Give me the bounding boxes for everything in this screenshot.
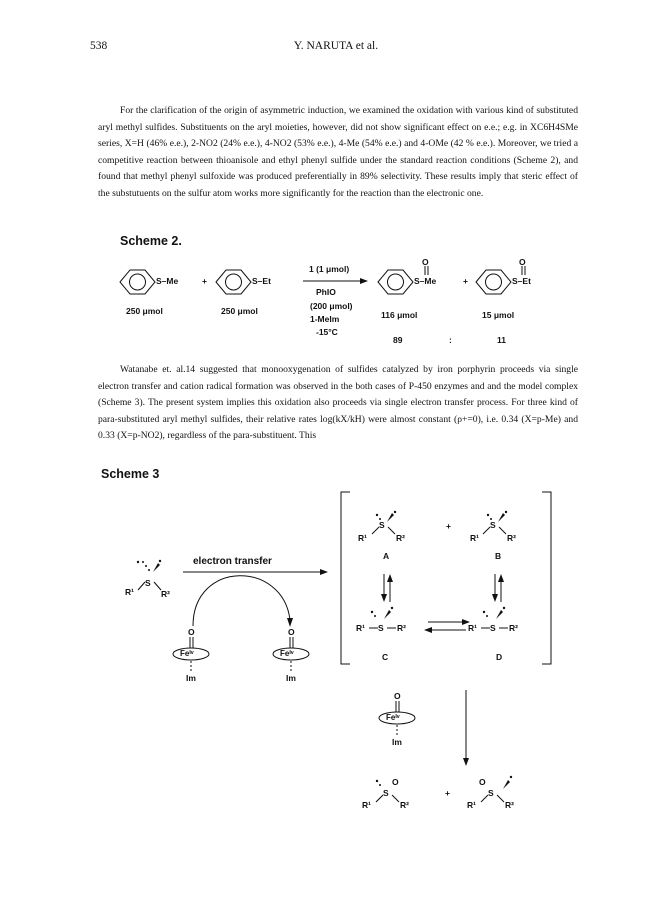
plus-sign: + (445, 788, 450, 798)
left-bracket-icon (341, 492, 350, 664)
temperature-condition: -15°C (316, 327, 338, 337)
sulfur-atom: S (379, 520, 385, 530)
r2-group: R² (397, 623, 406, 633)
species-label-d: D (496, 652, 503, 662)
r1-group: R¹ (125, 587, 134, 597)
reactant-2-group: S–Et (252, 276, 271, 286)
right-bracket-icon (542, 492, 551, 664)
plus-sign: + (446, 521, 451, 531)
fe-right-label: Feᴵᵛ (280, 649, 294, 658)
product-1-amount: 116 μmol (381, 310, 418, 320)
fe-bottom-label: Feᴵᵛ (386, 713, 400, 722)
r2-group: R² (396, 533, 405, 543)
sulfur-atom: S (490, 520, 496, 530)
r2-group: R² (505, 800, 514, 810)
ratio-b: 11 (497, 335, 506, 345)
species-label-a: A (383, 551, 390, 561)
scheme-2-label: Scheme 2. (120, 234, 182, 248)
sulfoxide-oxygen: O (479, 777, 486, 787)
oxidant-amount: (200 μmol) (310, 301, 353, 311)
ratio-a: 89 (393, 335, 403, 345)
reactant-1-amount: 250 μmol (126, 306, 163, 316)
equilibrium-arrows-icon (381, 574, 504, 602)
oxygen-atom: O (519, 257, 526, 267)
oxygen-atom: O (422, 257, 429, 267)
electron-transfer-label: electron transfer (193, 556, 272, 567)
r1-group: R¹ (356, 623, 365, 633)
reactant-2-amount: 250 μmol (221, 306, 258, 316)
paragraph-1-text: For the clarification of the origin of asymmetric induction, we examined the oxidation with various kind of substituted aryl methyl sulfides. Substituents on the aryl moieties, however, did not show significant effect on e.e.; e.g. in XC6H4SMe series, X=H (46% e.e.), 2-NO2 (24% e.e.), 4-NO2 (53% e.e.), 4-Me (54% e.e.) and 4-OMe (42 % e.e.). Moreover, we tried a competitive reaction between thioanisole and ethyl phenyl sulfide under the standard reaction conditions (Scheme 2), and found that methyl phenyl sulfoxide was produced preferentially in 89% selectivity. These results imply that steric effect of the substutuents on the sulfur atom works more significantly for the reaction than the electronic one. (98, 105, 578, 199)
r1-group: R¹ (470, 533, 479, 543)
sulfur-atom: S (145, 578, 151, 588)
product-2-amount: 15 μmol (482, 310, 515, 320)
r1-group: R¹ (467, 800, 476, 810)
im-left-label: Im (186, 673, 196, 683)
sulfur-atom: S (383, 788, 389, 798)
catalyst-condition: 1 (1 μmol) (309, 264, 350, 274)
curved-arrow-icon (193, 576, 293, 627)
oxo-atom-left: O (188, 627, 195, 637)
plus-sign: + (463, 276, 468, 286)
fe-left-label: Feᴵᵛ (180, 649, 194, 658)
sulfur-atom: S (488, 788, 494, 798)
im-bottom-label: Im (392, 737, 402, 747)
species-label-b: B (495, 551, 502, 561)
scheme-3-label: Scheme 3 (101, 467, 160, 481)
oxo-atom-bottom: O (394, 691, 401, 701)
species-label-c: C (382, 652, 389, 662)
reactant-1-group: S–Me (156, 276, 179, 286)
paragraph-2-text: Watanabe et. al.14 suggested that monooxygenation of sulfides catalyzed by iron porphyrin proceeds via single electron transfer and cation radical formation was observed in the both cases of P-450 enzymes and and the model complex (Scheme 3). The present system implies this oxidation also proceeds via single electron transfer process. For three kind of para-substituted aryl methyl sulfides, their relative rates log(kX/kH) were almost constant (ρ+=0), i.e. 0.34 (X=p-Me) and 0.33 (X=p-NO2), regardless of the para-substituent. This (98, 364, 578, 442)
sulfur-atom: S (378, 623, 384, 633)
r2-group: R² (161, 589, 170, 599)
product-1-group: S–Me (414, 276, 437, 286)
additive-condition: 1-MeIm (310, 314, 340, 324)
down-arrow-icon (463, 690, 469, 766)
im-right-label: Im (286, 673, 296, 683)
r1-group: R¹ (362, 800, 371, 810)
r1-group: R¹ (468, 623, 477, 633)
sulfoxide-oxygen: O (392, 777, 399, 787)
running-title: Y. NARUTA et al. (293, 40, 379, 52)
product-2-group: S–Et (512, 276, 531, 286)
r1-group: R¹ (358, 533, 367, 543)
r2-group: R² (400, 800, 409, 810)
r2-group: R² (509, 623, 518, 633)
r2-group: R² (507, 533, 516, 543)
electron-transfer-arrow-icon (183, 569, 328, 575)
oxidant-condition: PhIO (316, 287, 336, 297)
ratio-separator: : (449, 335, 452, 345)
plus-sign: + (202, 276, 207, 286)
equilibrium-horizontal-icon (424, 619, 470, 633)
page-number: 538 (90, 40, 108, 52)
oxo-atom-right: O (288, 627, 295, 637)
sulfur-atom: S (490, 623, 496, 633)
